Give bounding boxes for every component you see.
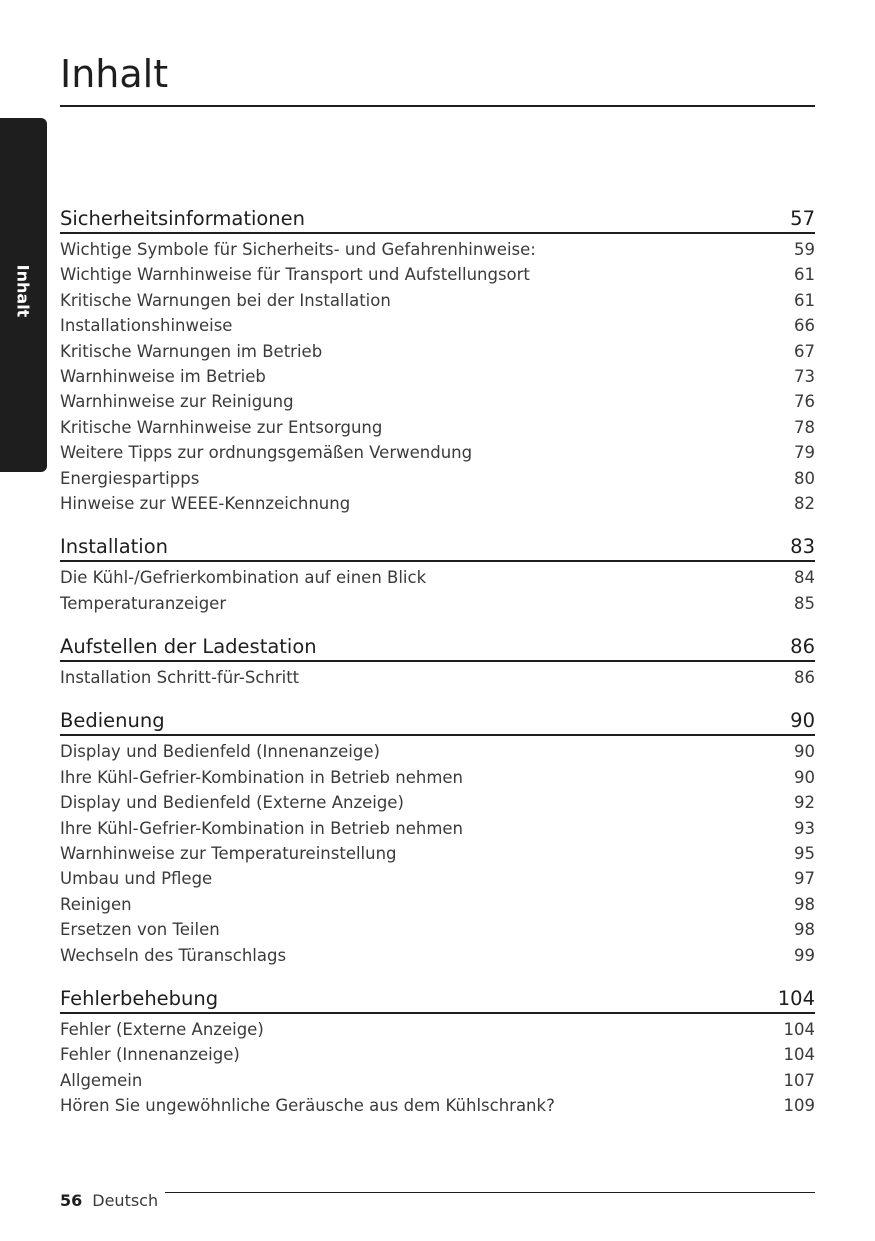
entry-page-number: 84 xyxy=(794,568,815,588)
toc-entry[interactable] xyxy=(60,389,815,414)
entry-label: Hinweise zur WEEE-Kennzeichnung xyxy=(60,493,351,513)
section-title: Installation xyxy=(60,535,169,559)
entry-page-number: 86 xyxy=(794,668,815,688)
toc-entry[interactable] xyxy=(60,765,815,790)
entry-page-number: 61 xyxy=(794,265,815,285)
toc-entry[interactable] xyxy=(60,1068,815,1093)
section-title: Bedienung xyxy=(60,709,165,733)
section-page-number: 86 xyxy=(790,635,815,659)
entry-label: Ihre Kühl-Gefrier-Kombination in Betrieb nehmen xyxy=(60,767,464,787)
toc-section xyxy=(60,528,815,616)
entry-label: Kritische Warnhinweise zur Entsorgung xyxy=(60,417,383,437)
entry-page-number: 82 xyxy=(794,493,815,513)
toc-entry[interactable] xyxy=(60,866,815,891)
toc-section xyxy=(60,702,815,968)
toc-entry[interactable] xyxy=(60,816,815,841)
toc-entry[interactable] xyxy=(60,313,815,338)
entry-page-number: 107 xyxy=(783,1070,815,1090)
toc-entry[interactable] xyxy=(60,1017,815,1042)
toc-section-heading[interactable] xyxy=(60,528,815,562)
entry-label: Weitere Tipps zur ordnungsgemäßen Verwendung xyxy=(60,443,473,463)
entry-label: Allgemein xyxy=(60,1070,143,1090)
entry-page-number: 98 xyxy=(794,894,815,914)
entry-page-number: 80 xyxy=(794,468,815,488)
toc-section-heading[interactable] xyxy=(60,628,815,662)
toc-entry[interactable] xyxy=(60,288,815,313)
section-title: Sicherheitsinformationen xyxy=(60,207,306,230)
entry-label: Warnhinweise im Betrieb xyxy=(60,366,266,386)
entry-label: Kritische Warnungen im Betrieb xyxy=(60,341,323,361)
entry-label: Wichtige Symbole für Sicherheits- und Gefahrenhinweise: xyxy=(60,240,536,259)
entry-page-number: 59 xyxy=(794,240,815,259)
entry-label: Wichtige Warnhinweise für Transport und Aufstellungsort xyxy=(60,265,530,285)
entry-label: Ihre Kühl-Gefrier-Kombination in Betrieb nehmen xyxy=(60,818,464,838)
entry-label: Temperaturanzeiger xyxy=(60,593,227,613)
side-tab[interactable] xyxy=(0,118,47,472)
entry-page-number: 104 xyxy=(783,1045,815,1065)
toc-entry-list xyxy=(60,739,815,968)
entry-label: Warnhinweise zur Temperatureinstellung xyxy=(60,844,397,864)
toc-entry[interactable] xyxy=(60,665,815,690)
entry-label: Energiespartipps xyxy=(60,468,200,488)
toc-entry[interactable] xyxy=(60,1042,815,1067)
toc-section xyxy=(60,200,815,516)
entry-label: Display und Bedienfeld (Externe Anzeige) xyxy=(60,793,404,813)
entry-page-number: 78 xyxy=(794,417,815,437)
entry-page-number: 67 xyxy=(794,341,815,361)
toc-entry[interactable] xyxy=(60,841,815,866)
toc-section-heading[interactable] xyxy=(60,200,815,234)
entry-page-number: 95 xyxy=(794,844,815,864)
toc-entry[interactable] xyxy=(60,262,815,287)
toc-entry[interactable] xyxy=(60,466,815,491)
entry-page-number: 90 xyxy=(794,742,815,762)
entry-label: Installationshinweise xyxy=(60,316,233,336)
section-title: Fehlerbehebung xyxy=(60,986,219,1010)
section-page-number: 57 xyxy=(790,207,815,230)
toc-entry[interactable] xyxy=(60,237,815,262)
entry-page-number: 99 xyxy=(794,945,815,965)
entry-label: Ersetzen von Teilen xyxy=(60,920,220,940)
entry-page-number: 93 xyxy=(794,818,815,838)
toc-entry[interactable] xyxy=(60,440,815,465)
toc-entry[interactable] xyxy=(60,591,815,616)
entry-label: Reinigen xyxy=(60,894,132,914)
toc-entry[interactable] xyxy=(60,943,815,968)
entry-label: Die Kühl-/Gefrierkombination auf einen Blick xyxy=(60,568,427,588)
toc-entry-list xyxy=(60,1017,815,1119)
toc-entry-list xyxy=(60,237,815,516)
entry-page-number: 97 xyxy=(794,869,815,889)
footer-divider xyxy=(165,1192,815,1193)
toc-section xyxy=(60,980,815,1119)
toc-entry[interactable] xyxy=(60,491,815,516)
page-title: Inhalt xyxy=(60,52,169,96)
section-page-number: 83 xyxy=(790,535,815,559)
toc-section xyxy=(60,628,815,690)
toc-entry[interactable] xyxy=(60,565,815,590)
toc-entry-list xyxy=(60,665,815,690)
entry-page-number: 85 xyxy=(794,593,815,613)
toc-entry[interactable] xyxy=(60,339,815,364)
entry-label: Display und Bedienfeld (Innenanzeige) xyxy=(60,742,380,762)
entry-label: Fehler (Innenanzeige) xyxy=(60,1045,240,1065)
section-page-number: 90 xyxy=(790,709,815,733)
entry-label: Wechseln des Türanschlags xyxy=(60,945,287,965)
entry-page-number: 90 xyxy=(794,767,815,787)
entry-label: Umbau und Pflege xyxy=(60,869,213,889)
footer-language: Deutsch xyxy=(92,1190,159,1210)
toc-entry[interactable] xyxy=(60,917,815,942)
entry-label: Warnhinweise zur Reinigung xyxy=(60,392,294,412)
title-divider xyxy=(60,105,815,107)
entry-page-number: 61 xyxy=(794,290,815,310)
toc-section-heading[interactable] xyxy=(60,702,815,736)
entry-page-number: 92 xyxy=(794,793,815,813)
toc-entry[interactable] xyxy=(60,1093,815,1118)
entry-page-number: 73 xyxy=(794,366,815,386)
entry-page-number: 109 xyxy=(783,1096,815,1116)
side-tab-label: Inhalt xyxy=(14,264,33,318)
entry-label: Fehler (Externe Anzeige) xyxy=(60,1019,264,1039)
toc-entry[interactable] xyxy=(60,790,815,815)
entry-label: Hören Sie ungewöhnliche Geräusche aus dem Kühlschrank? xyxy=(60,1096,555,1116)
toc-entry[interactable] xyxy=(60,415,815,440)
section-page-number: 104 xyxy=(777,986,815,1010)
section-title: Aufstellen der Ladestation xyxy=(60,635,317,659)
toc-entry[interactable] xyxy=(60,739,815,764)
entry-page-number: 79 xyxy=(794,443,815,463)
table-of-contents xyxy=(60,200,815,1131)
footer-page-number: 56 xyxy=(60,1190,83,1210)
toc-entry[interactable] xyxy=(60,364,815,389)
toc-entry[interactable] xyxy=(60,892,815,917)
entry-page-number: 98 xyxy=(794,920,815,940)
entry-label: Kritische Warnungen bei der Installation xyxy=(60,290,391,310)
entry-page-number: 66 xyxy=(794,316,815,336)
toc-section-heading[interactable] xyxy=(60,980,815,1014)
entry-label: Installation Schritt-für-Schritt xyxy=(60,668,300,688)
toc-entry-list xyxy=(60,565,815,616)
entry-page-number: 104 xyxy=(783,1019,815,1039)
entry-page-number: 76 xyxy=(794,392,815,412)
